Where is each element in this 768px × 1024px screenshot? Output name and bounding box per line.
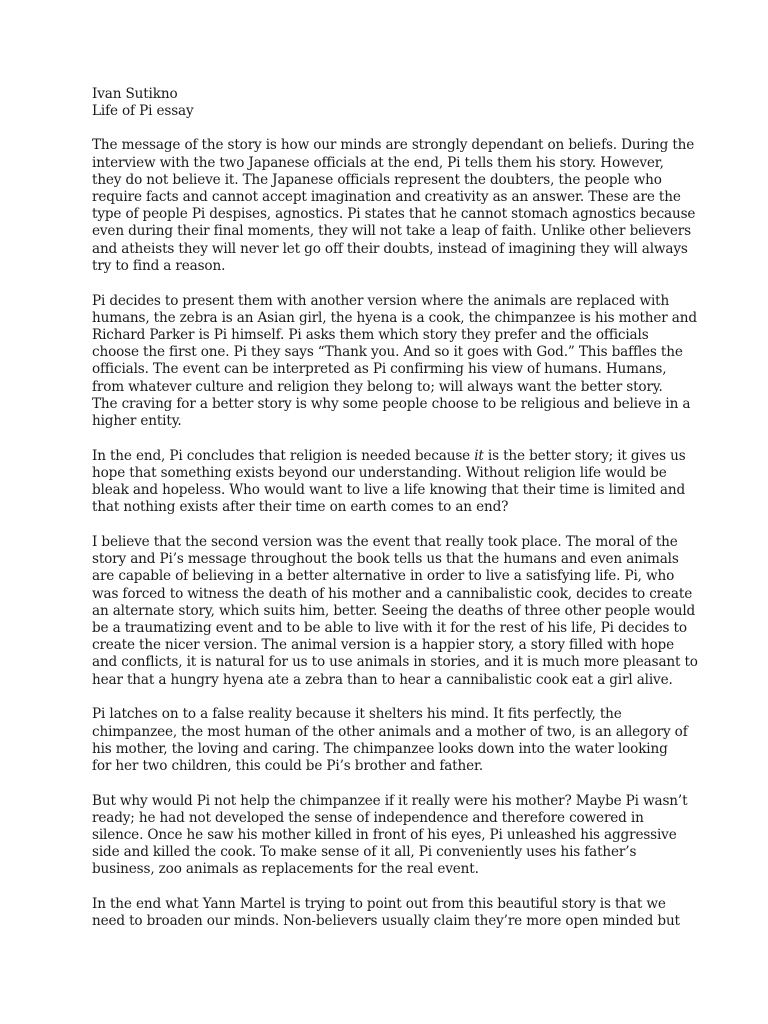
text-line: Pi decides to present them with another version where the animals are replaced with: [92, 292, 670, 309]
paragraph-4: [92, 533, 698, 689]
text-line: bleak and hopeless. Who would want to live a life knowing that their time is limited and: [92, 482, 686, 499]
text-line: silence. Once he saw his mother killed in front of his eyes, Pi unleashed his aggressive: [92, 827, 677, 844]
paragraph-7: [92, 896, 682, 930]
text-line: In the end what Yann Martel is trying to point out from this beautiful story is that we: [92, 896, 666, 913]
text-line: Richard Parker is Pi himself. Pi asks them which story they prefer and the officials: [92, 326, 649, 343]
text-line: Pi latches on to a false reality because it shelters his mind. It fits perfectly, the: [92, 706, 622, 723]
text-line: side and killed the cook. To make sense of it all, Pi conveniently uses his father’s: [92, 844, 637, 861]
text-line: interview with the two Japanese officials at the end, Pi tells them his story. However,: [92, 154, 664, 171]
text-segment: is the better story; it gives us: [483, 447, 686, 464]
text-line: choose the first one. Pi they says “Thank you. And so it goes with God.” This baffles the: [92, 344, 683, 361]
text-line: from whatever culture and religion they belong to; will always want the better story.: [92, 378, 663, 395]
text-line: an alternate story, which suits him, better. Seeing the deaths of three other people would: [92, 602, 696, 619]
text-line: and atheists they will never let go off their doubts, instead of imagining they will always: [92, 240, 688, 257]
text-line: even during their final moments, they will not take a leap of faith. Unlike other believers: [92, 223, 691, 240]
essay-title: Life of Pi essay: [92, 103, 194, 120]
text-line: The craving for a better story is why some people choose to be religious and believe in a: [92, 395, 691, 412]
italic-word: it: [474, 447, 484, 464]
paragraph-3: [92, 447, 686, 517]
text-line: be a traumatizing event and to be able to live with it for the rest of his life, Pi decides to: [92, 619, 687, 636]
text-line: try to find a reason.: [92, 257, 226, 274]
text-line: hear that a hungry hyena ate a zebra than to hear a cannibalistic cook eat a girl alive.: [92, 671, 673, 688]
author-name: Ivan Sutikno: [92, 86, 178, 102]
text-line: ready; he had not developed the sense of independence and therefore cowered in: [92, 809, 644, 826]
text-line: his mother, the loving and caring. The chimpanzee looks down into the water looking: [92, 740, 668, 757]
paragraph-5: [92, 706, 688, 775]
text-line: The message of the story is how our minds are strongly dependant on beliefs. During the: [92, 137, 695, 154]
essay-body: [92, 86, 698, 931]
text-line: type of people Pi despises, agnostics. Pi states that he cannot stomach agnostics because: [92, 206, 696, 223]
text-line: higher entity.: [92, 412, 182, 429]
text-line: was forced to witness the death of his mother and a cannibalistic cook, decides to create: [92, 585, 693, 602]
paragraph-1: [92, 137, 696, 275]
paragraph-2: [92, 292, 697, 431]
text-line: that nothing exists after their time on earth comes to an end?: [92, 499, 509, 516]
essay-header: [92, 86, 682, 120]
text-segment: In the end, Pi concludes that religion is needed because: [92, 447, 475, 464]
text-line: [92, 447, 686, 465]
text-line: create the nicer version. The animal version is a happier story, a story filled with hope: [92, 637, 674, 654]
text-line: officials. The event can be interpreted as Pi confirming his view of humans. Humans,: [92, 361, 667, 378]
text-line: story and Pi’s message throughout the book tells us that the humans and even animals: [92, 551, 679, 568]
text-line: business, zoo animals as replacements for the real event.: [92, 861, 479, 878]
text-line: require facts and cannot accept imagination and creativity as an answer. These are the: [92, 189, 681, 206]
text-line: humans, the zebra is an Asian girl, the hyena is a cook, the chimpanzee is his mother and: [92, 309, 697, 326]
text-line: chimpanzee, the most human of the other animals and a mother of two, is an allegory of: [92, 723, 688, 740]
text-line: I believe that the second version was the event that really took place. The moral of the: [92, 533, 678, 550]
text-line: But why would Pi not help the chimpanzee if it really were his mother? Maybe Pi wasn’t: [92, 792, 688, 809]
text-line: and conflicts, it is natural for us to use animals in stories, and it is much more pleasant to: [92, 654, 698, 671]
text-line: hope that something exists beyond our understanding. Without religion life would be: [92, 464, 667, 481]
text-line: for her two children, this could be Pi’s brother and father.: [92, 757, 483, 774]
text-line: they do not believe it. The Japanese officials represent the doubters, the people who: [92, 171, 662, 188]
text-line: need to broaden our minds. Non-believers usually claim they’re more open minded but: [92, 913, 680, 930]
text-line: are capable of believing in a better alternative in order to live a satisfying life. Pi, who: [92, 568, 675, 585]
paragraph-6: [92, 792, 688, 879]
